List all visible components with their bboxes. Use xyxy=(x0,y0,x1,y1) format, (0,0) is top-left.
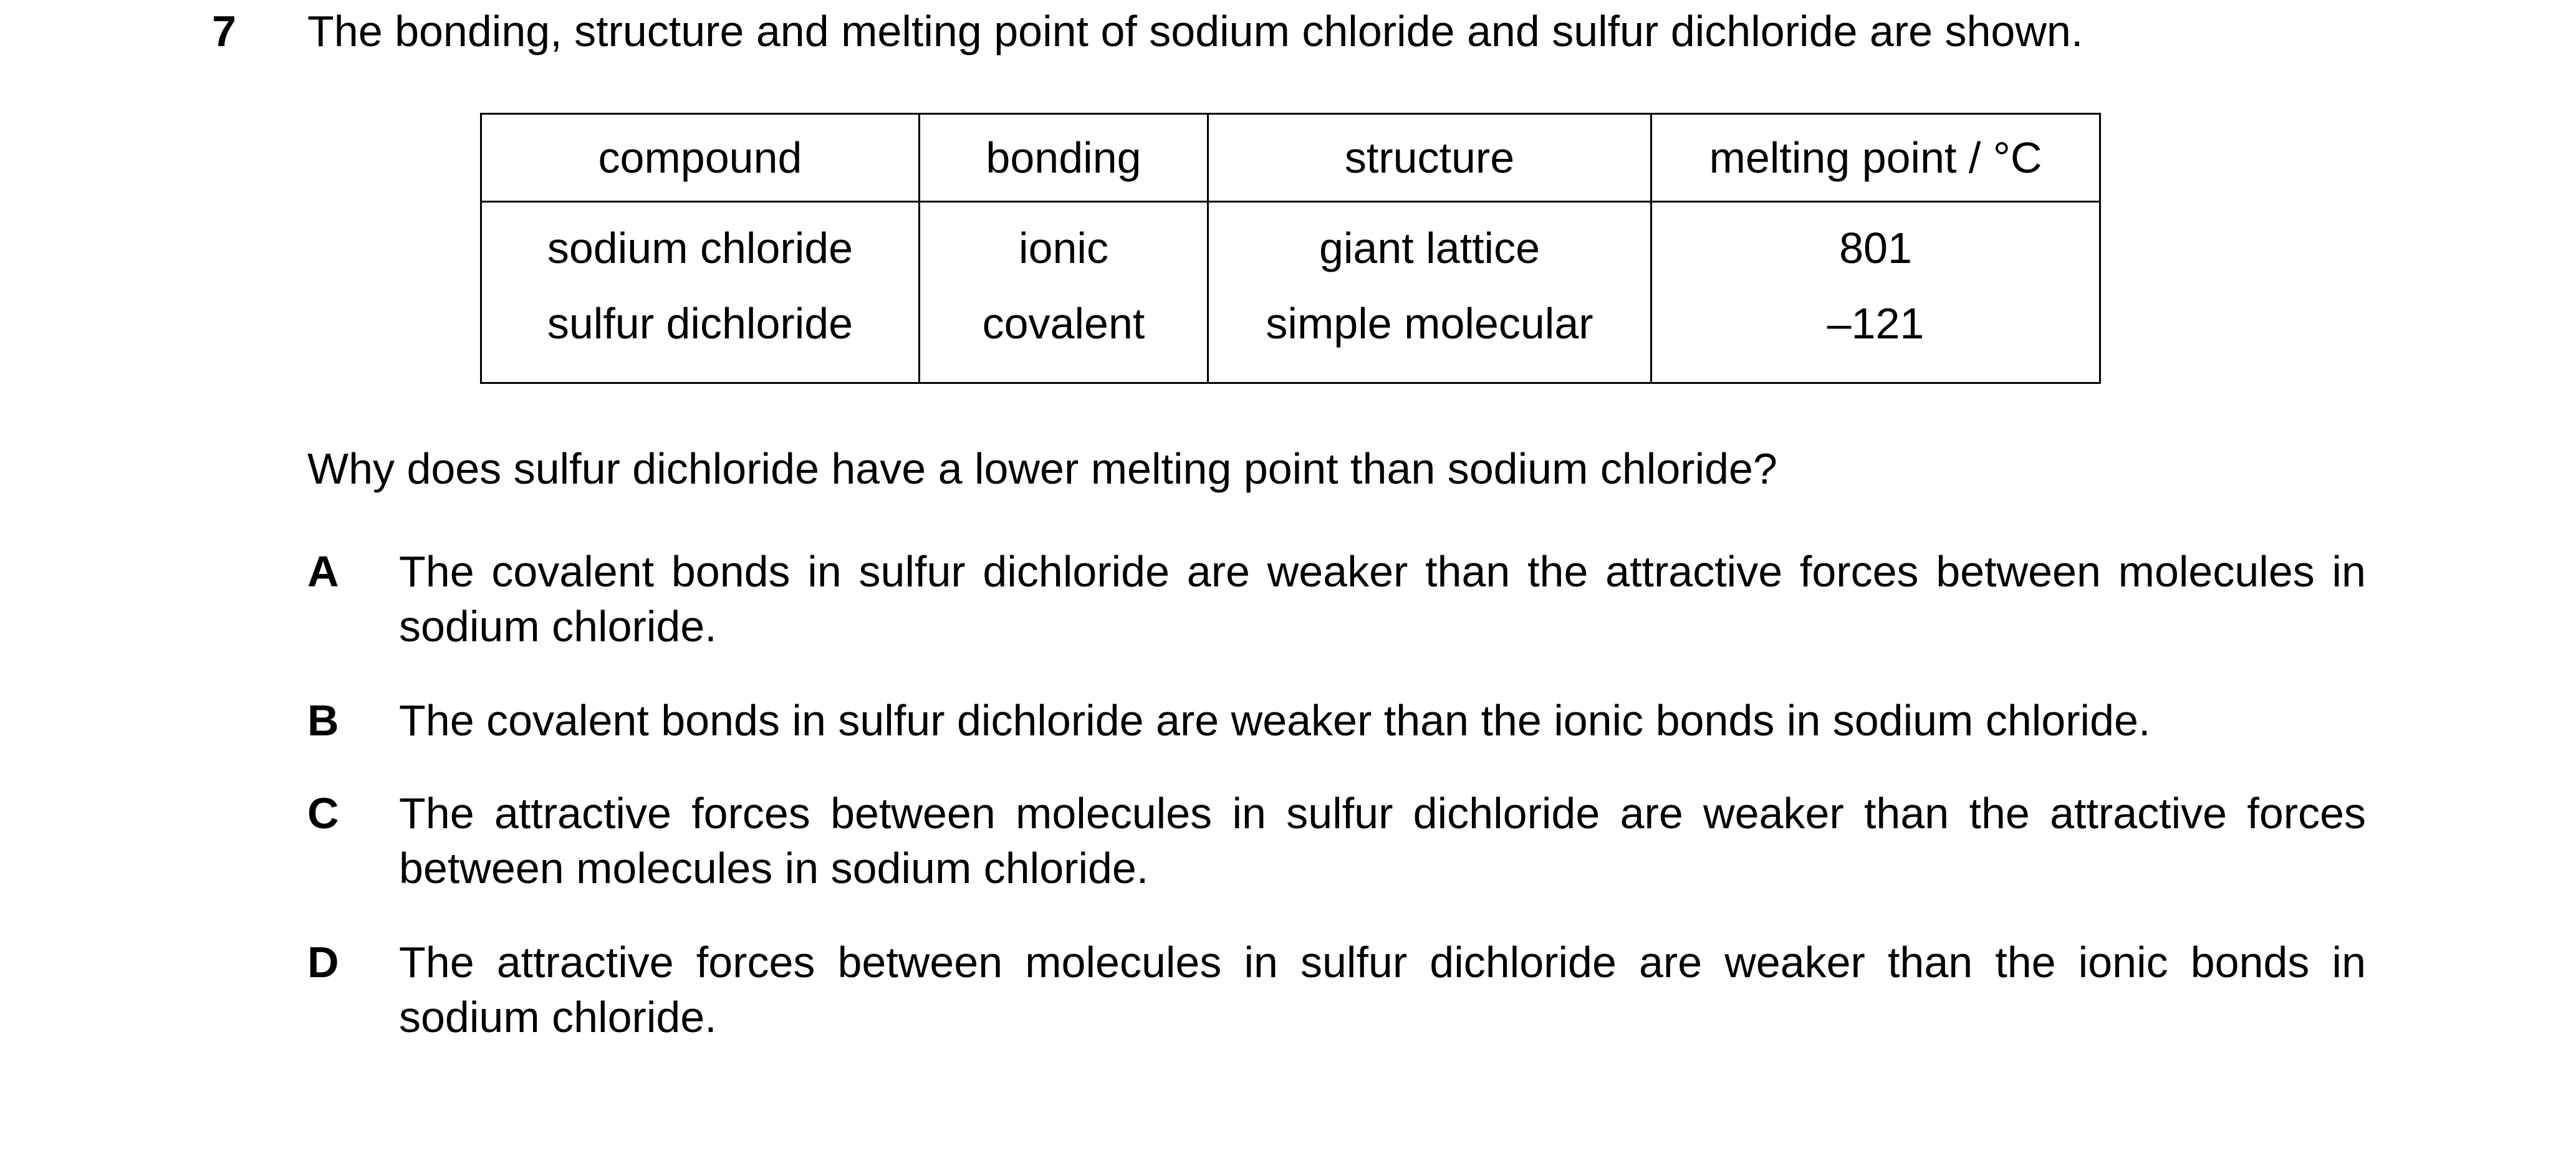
data-table xyxy=(480,113,2101,384)
table-header-row xyxy=(481,114,2100,202)
option-c-letter[interactable]: C xyxy=(307,789,339,838)
option-d-text[interactable]: The attractive forces between molecules in sulfur dichloride are weaker than the ionic bonds in sodium chloride. xyxy=(399,938,2366,1041)
header-structure: structure xyxy=(1208,114,1651,202)
header-bonding: bonding xyxy=(920,114,1208,202)
option-a-text[interactable]: The covalent bonds in sulfur dichloride are weaker than the attractive forces between molecules in sodium chloride. xyxy=(399,547,2366,651)
cell-bonding: ionic xyxy=(920,202,1208,294)
option-b-text[interactable]: The covalent bonds in sulfur dichloride are weaker than the ionic bonds in sodium chloride. xyxy=(399,696,2151,745)
table-row xyxy=(481,294,2100,383)
option-d-letter[interactable]: D xyxy=(307,938,339,987)
table-row xyxy=(481,202,2100,294)
cell-compound xyxy=(481,294,920,383)
cell-text: –121 xyxy=(1827,299,1925,348)
cell-structure xyxy=(1208,294,1651,383)
cell-bonding xyxy=(920,294,1208,383)
option-b-letter[interactable]: B xyxy=(307,696,339,745)
option-c-text[interactable]: The attractive forces between molecules in sulfur dichloride are weaker than the attractive forces between molecules in sodium chloride. xyxy=(399,789,2366,892)
question-number: 7 xyxy=(212,7,236,55)
cell-text: simple molecular xyxy=(1266,299,1593,348)
option-a-letter[interactable]: A xyxy=(307,547,339,596)
question-text: Why does sulfur dichloride have a lower melting point than sodium chloride? xyxy=(307,444,1777,493)
header-compound: compound xyxy=(481,114,920,202)
question-stem: The bonding, structure and melting point of sodium chloride and sulfur dichloride are shown. xyxy=(307,7,2083,55)
cell-compound: sodium chloride xyxy=(481,202,920,294)
cell-text: covalent xyxy=(982,299,1145,348)
cell-melting-point xyxy=(1651,294,2100,383)
header-melting-point: melting point / °C xyxy=(1651,114,2100,202)
cell-text: sulfur dichloride xyxy=(547,299,853,348)
cell-melting-point: 801 xyxy=(1651,202,2100,294)
cell-structure: giant lattice xyxy=(1208,202,1651,294)
